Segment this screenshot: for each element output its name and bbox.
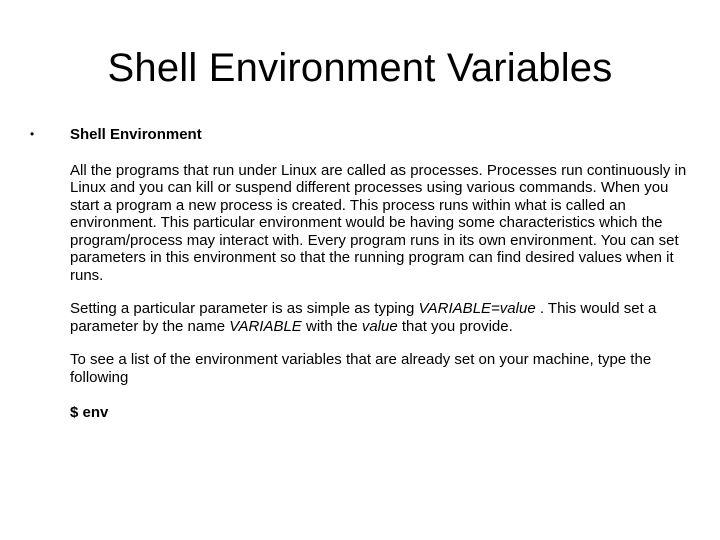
command-text: $ env — [70, 404, 109, 421]
paragraph-text: . This would set a parameter by the name — [70, 300, 657, 335]
paragraph-processes: All the programs that run under Linux are called as processes. Processes run continuously in Linux and you can kill or suspend different processes using various commands. When you start a program a new process is created. This process runs within what is called an environment. This particular environment would be having some characteristics which the program/process may interact with. Every program runs in its own environment. You can set parameters in this environment so that the running program can find desired values when it runs. — [70, 161, 687, 284]
bullet-icon: • — [30, 127, 35, 141]
paragraph-text: that you provide. — [397, 317, 513, 335]
slide-content — [30, 126, 690, 422]
value-word: value — [361, 317, 398, 335]
slide-title: Shell Environment Variables — [107, 46, 613, 90]
bullet-item — [30, 126, 690, 422]
paragraph-text: with the — [301, 317, 362, 335]
bullet-heading: Shell Environment — [70, 126, 202, 143]
paragraph-text: Setting a particular parameter is as simple as typing — [70, 300, 419, 317]
variable-name: VARIABLE — [229, 317, 302, 335]
paragraph-setting-parameter — [70, 300, 690, 335]
paragraph-list-variables: To see a list of the environment variables that are already set on your machine, type the following — [70, 351, 652, 386]
code-example: VARIABLE=value — [418, 300, 536, 317]
